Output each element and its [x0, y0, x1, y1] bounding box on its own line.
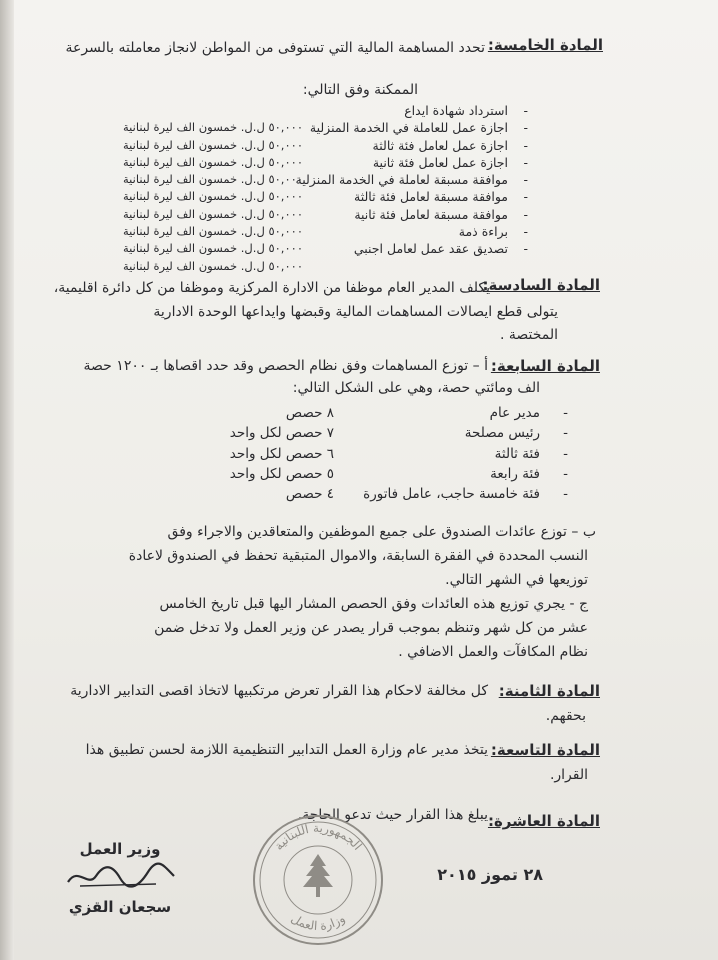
fee-row [123, 258, 528, 276]
share-label: رئيس مصلحة [464, 425, 540, 442]
article-6-heading: المادة السادسة: [482, 276, 600, 294]
article-7-b-line-2: النسب المحددة في الفقرة السابقة، والاموال المتبقية تحفظ في الصندوق لاعادة [128, 548, 588, 564]
share-row: - رئيس مصلحة ٧ حصص لكل واحد [229, 425, 568, 442]
fee-list [123, 103, 528, 276]
fee-label: استرداد شهادة ايداع [404, 103, 508, 118]
share-label: فئة رابعة [490, 465, 540, 482]
share-count: ٨ حصص [285, 405, 334, 421]
article-9-heading: المادة التاسعة: [490, 741, 600, 759]
article-8-heading: المادة الثامنة: [498, 682, 600, 700]
share-row: - فئة رابعة ٥ حصص لكل واحد [229, 465, 568, 482]
fee-label: اجازة عمل لعامل فئة ثالثة [372, 137, 508, 153]
fee-row: - موافقة مسبقة لعامل فئة ثانية ٥٠,٠٠٠ ل.ل. خمسون الف ليرة لبنانية [123, 206, 528, 222]
article-9-line-2: القرار. [549, 767, 588, 783]
share-row: - مدير عام ٨ حصص [285, 405, 568, 421]
signatory-name: سجعان القزي [68, 898, 172, 916]
fee-amount: ٥٠,٠٠٠ ل.ل. خمسون الف ليرة لبنانية [123, 241, 303, 256]
article-8-line-1: كل مخالفة لاحكام هذا القرار تعرض مرتكبيها لاتخاذ اقصى التدابير الادارية [70, 683, 488, 699]
article-10-heading: المادة العاشرة: [487, 812, 600, 830]
article-7-b-line-3: توزيعها في الشهر التالي. [445, 572, 588, 588]
fee-row: - تصديق عقد عمل لعامل اجنبي ٥٠,٠٠٠ ل.ل. خمسون الف ليرة لبنانية [123, 241, 528, 257]
fee-row: - اجازة عمل لعامل فئة ثالثة ٥٠,٠٠٠ ل.ل. خمسون الف ليرة لبنانية [123, 137, 528, 153]
ministry-stamp [248, 810, 388, 950]
page-fold-shadow [0, 0, 14, 960]
fee-row: - اجازة عمل لعامل فئة ثانية ٥٠,٠٠٠ ل.ل. خمسون الف ليرة لبنانية [123, 154, 528, 170]
fee-amount: ٥٠,٠٠٠ ل.ل. خمسون الف ليرة لبنانية [123, 189, 303, 204]
fee-amount: ٥٠,٠٠٠ ل.ل. خمسون الف ليرة لبنانية [123, 172, 303, 187]
fee-label: اجازة عمل للعاملة في الخدمة المنزلية [309, 120, 508, 136]
fee-amount: ٥٠,٠٠٠ ل.ل. خمسون الف ليرة لبنانية [123, 258, 303, 273]
fee-amount: ٥٠,٠٠٠ ل.ل. خمسون الف ليرة لبنانية [123, 137, 303, 152]
article-6-line-3: المختصة . [499, 327, 558, 343]
share-list [88, 405, 568, 506]
share-count: ٤ حصص [285, 486, 334, 503]
fee-amount: ٥٠,٠٠٠ ل.ل. خمسون الف ليرة لبنانية [123, 206, 303, 221]
share-count: ٧ حصص لكل واحد [229, 425, 334, 442]
fee-label: موافقة مسبقة لعامل فئة ثالثة [354, 189, 508, 205]
article-7-c-line-1: ج - يجري توزيع هذه العائدات وفق الحصص المشار اليها قبل تاريخ الخامس [159, 596, 588, 612]
article-5-line-1: تحدد المساهمة المالية التي تستوفى من المواطن لانجاز معاملته بالسرعة [65, 40, 485, 56]
article-7-b-line-1: ب – توزع عائدات الصندوق على جميع الموظفين والمتعاقدين والاجراء وفق [167, 524, 596, 540]
fee-label: تصديق عقد عمل لعامل اجنبي [353, 241, 508, 257]
share-count: ٦ حصص لكل واحد [229, 445, 334, 462]
fee-row: - استرداد شهادة ايداع [404, 103, 528, 118]
share-label: مدير عام [489, 405, 540, 421]
article-7-line-2: الف ومائتي حصة، وهي على الشكل التالي: [292, 380, 540, 396]
fee-amount: ٥٠,٠٠٠ ل.ل. خمسون الف ليرة لبنانية [123, 224, 303, 239]
article-5-heading: المادة الخامسة: [487, 36, 603, 54]
article-6-line-1: يكلف المدير العام موظفا من الادارة المركزية وموظفا من كل دائرة اقليمية، [53, 280, 490, 296]
share-label: فئة خامسة حاجب، عامل فاتورة [363, 486, 540, 503]
share-row: - فئة ثالثة ٦ حصص لكل واحد [229, 445, 568, 462]
fee-label: موافقة مسبقة لعامل فئة ثانية [354, 206, 508, 222]
stamp-top-text: الجمهورية اللبنانية [271, 820, 365, 853]
share-row: - فئة خامسة حاجب، عامل فاتورة ٤ حصص [285, 486, 568, 503]
fee-row: - اجازة عمل للعاملة في الخدمة المنزلية ٥٠,٠٠٠ ل.ل. خمسون الف ليرة لبنانية [123, 120, 528, 136]
article-6-line-2: يتولى قطع ايصالات المساهمات المالية وقبضها وايداعها الوحدة الادارية [153, 304, 558, 320]
share-label: فئة ثالثة [494, 445, 540, 462]
article-8-line-2: بحقهم. [545, 708, 586, 724]
article-9-line-1: يتخذ مدير عام وزارة العمل التدابير التنظيمية اللازمة لحسن تطبيق هذا [85, 742, 488, 758]
fee-amount: ٥٠,٠٠٠ ل.ل. خمسون الف ليرة لبنانية [123, 154, 303, 169]
stamp-bottom-text: وزارة العمل [288, 911, 348, 934]
fee-row: - براءة ذمة ٥٠,٠٠٠ ل.ل. خمسون الف ليرة لبنانية [123, 224, 528, 240]
article-7-line-1: أ – توزع المساهمات وفق نظام الحصص وقد حدد اقصاها بـ ١٢٠٠ حصة [83, 358, 488, 374]
fee-amount: ٥٠,٠٠٠ ل.ل. خمسون الف ليرة لبنانية [123, 120, 303, 135]
article-7-heading: المادة السابعة: [490, 357, 600, 375]
handwritten-signature [60, 858, 180, 894]
svg-text:وزارة العمل [289, 911, 348, 933]
decision-date: ٢٨ تموز ٢٠١٥ [437, 865, 543, 884]
share-count: ٥ حصص لكل واحد [229, 465, 334, 482]
signature-block [60, 840, 180, 916]
fee-row: - موافقة مسبقة لعامل فئة ثالثة ٥٠,٠٠٠ ل.ل. خمسون الف ليرة لبنانية [123, 189, 528, 205]
article-5-line-2: الممكنة وفق التالي: [302, 82, 418, 98]
fee-row: - موافقة مسبقة لعاملة في الخدمة المنزلية ٥٠,٠٠٠ ل.ل. خمسون الف ليرة لبنانية [123, 172, 528, 188]
fee-label: موافقة مسبقة لعاملة في الخدمة المنزلية [295, 172, 508, 188]
fee-label: اجازة عمل لعامل فئة ثانية [372, 154, 508, 170]
cedar-icon [303, 854, 333, 897]
article-7-c-line-2: عشر من كل شهر وتنظم بموجب قرار يصدر عن وزير العمل ولا تدخل ضمن [154, 620, 588, 636]
fee-label: براءة ذمة [458, 224, 508, 240]
article-7-c-line-3: نظام المكافآت والعمل الاضافي . [398, 644, 588, 660]
article-10-line-1: يبلغ هذا القرار حيث تدعو الحاجة. [297, 807, 488, 823]
signatory-title: وزير العمل [79, 840, 161, 858]
